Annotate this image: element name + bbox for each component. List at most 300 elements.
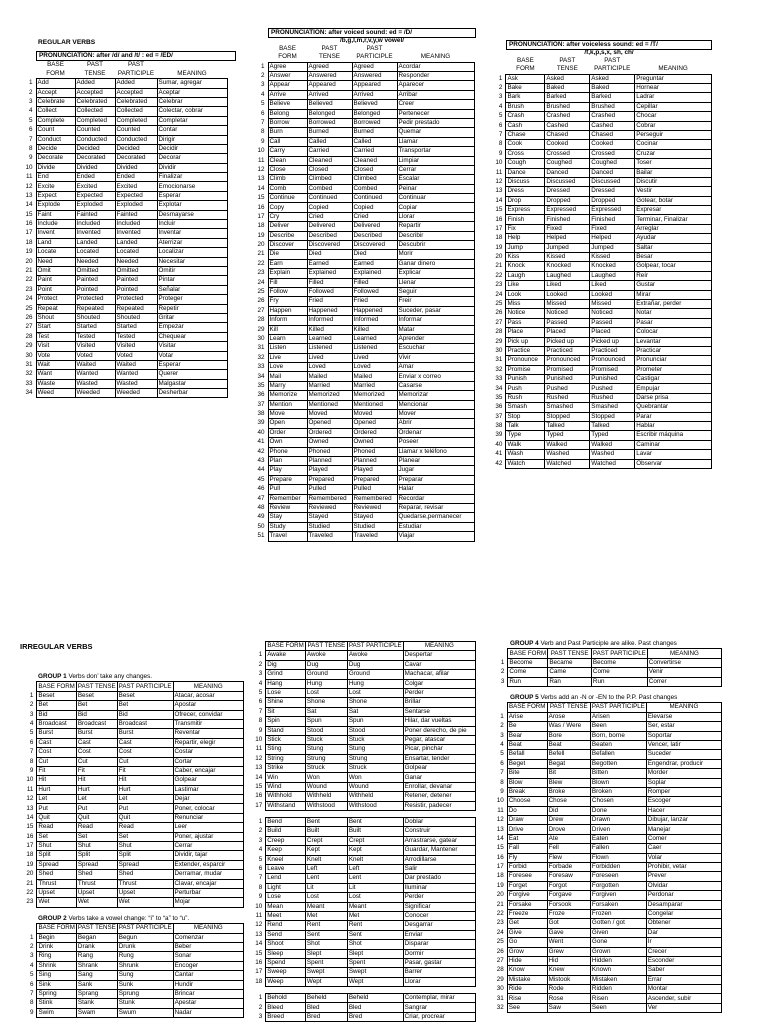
past-tense-cell: Remembered bbox=[307, 494, 352, 503]
meaning-cell: Dar bbox=[646, 928, 721, 937]
column-header: PAST PARTICIPLE bbox=[118, 682, 172, 690]
base-form-cell: Spend bbox=[266, 958, 306, 967]
base-form-cell: Walk bbox=[506, 440, 545, 449]
table-row bbox=[252, 372, 474, 381]
base-form-cell: Type bbox=[506, 431, 545, 440]
row-number: 2 bbox=[258, 1003, 263, 1011]
row-number: 6 bbox=[258, 865, 263, 873]
meaning-cell: Necesitar bbox=[157, 257, 227, 266]
past-tense-cell: Called bbox=[307, 137, 352, 146]
past-participle-cell: Broadcast bbox=[117, 719, 173, 728]
past-tense-cell: Liked bbox=[545, 281, 590, 290]
row-number: 28 bbox=[257, 316, 265, 324]
past-participle-cell: Decided bbox=[115, 144, 157, 153]
meaning-cell: Chequear bbox=[157, 332, 227, 341]
table-row bbox=[22, 295, 227, 304]
table-row bbox=[486, 769, 722, 778]
table-row bbox=[490, 412, 712, 421]
row-number: 18 bbox=[25, 238, 33, 246]
table-row bbox=[252, 137, 474, 146]
row-number: 15 bbox=[26, 823, 34, 831]
row-number: 15 bbox=[495, 206, 503, 214]
header-row-top bbox=[22, 61, 227, 69]
table-row bbox=[252, 325, 474, 334]
base-form-cell: Believe bbox=[268, 100, 307, 109]
section-title: PRONUNCIATION: after voiced sound: ed = /D/ bbox=[268, 28, 476, 38]
table-row bbox=[486, 872, 722, 881]
past-tense-cell: Laughed bbox=[545, 271, 590, 280]
past-tense-cell: Ordered bbox=[307, 428, 352, 437]
past-participle-cell: Shot bbox=[347, 940, 403, 949]
table-row bbox=[22, 182, 227, 191]
meaning-cell: Colgar bbox=[403, 679, 475, 688]
base-form-cell: Cast bbox=[37, 738, 76, 747]
row-number: 5 bbox=[498, 112, 503, 120]
past-tense-cell: Needed bbox=[75, 257, 115, 266]
past-participle-cell: Dug bbox=[347, 660, 403, 669]
row-number: 51 bbox=[257, 532, 265, 540]
row-number: 2 bbox=[500, 722, 504, 730]
meaning-cell: Pegar, atascar bbox=[403, 735, 475, 744]
row-number: 3 bbox=[29, 710, 34, 718]
number-cell-header bbox=[490, 65, 506, 74]
base-form-cell: Finish bbox=[506, 215, 545, 224]
past-tense-cell: Smashed bbox=[545, 403, 590, 412]
row-number: 2 bbox=[258, 827, 263, 835]
base-form-cell: Cut bbox=[37, 757, 76, 766]
row-number: 17 bbox=[495, 224, 503, 232]
meaning-cell: Nadar bbox=[173, 1008, 243, 1017]
past-participle-cell: Included bbox=[115, 220, 157, 229]
base-form-cell: Sing bbox=[37, 971, 76, 980]
past-participle-cell: Earned bbox=[352, 259, 397, 268]
table-row bbox=[22, 201, 227, 210]
row-number: 41 bbox=[257, 438, 265, 446]
table-row bbox=[252, 363, 474, 372]
base-form-cell: Get bbox=[507, 919, 547, 928]
past-tense-cell: Filled bbox=[307, 278, 352, 287]
row-number: 49 bbox=[257, 513, 265, 521]
table-row bbox=[252, 147, 474, 156]
past-participle-cell: Planned bbox=[352, 457, 397, 466]
row-number: 19 bbox=[26, 860, 34, 868]
column-header: BASE FORM bbox=[38, 924, 75, 932]
meaning-cell: Prometer bbox=[635, 365, 712, 374]
past-tense-cell: Arrived bbox=[307, 90, 352, 99]
row-number: 18 bbox=[257, 222, 265, 230]
regular-section-t bbox=[490, 40, 712, 469]
base-form-cell: Close bbox=[268, 165, 307, 174]
past-participle-cell: Fried bbox=[352, 297, 397, 306]
table-row bbox=[22, 980, 244, 989]
base-form-cell: Beget bbox=[507, 759, 547, 768]
regular-section-ed bbox=[22, 51, 236, 398]
past-participle-cell: Kept bbox=[347, 846, 403, 855]
base-form-cell: Bid bbox=[37, 710, 76, 719]
meaning-cell: Describir bbox=[397, 231, 474, 240]
meaning-cell: Caber, encajar bbox=[173, 766, 244, 775]
base-form-cell: Set bbox=[37, 832, 76, 841]
row-number: 11 bbox=[257, 156, 265, 164]
past-participle-cell: Loved bbox=[352, 363, 397, 372]
base-form-cell: Dig bbox=[266, 660, 306, 669]
meaning-cell: Quebrantar bbox=[635, 403, 712, 412]
base-form-cell: Ring bbox=[37, 952, 76, 961]
row-number: 16 bbox=[255, 958, 263, 966]
base-form-cell: Wash bbox=[506, 450, 545, 459]
table-row bbox=[490, 403, 712, 412]
meaning-cell: Colectar, cobrar bbox=[157, 107, 227, 116]
row-number: 6 bbox=[498, 121, 503, 129]
meaning-cell: Cerrar bbox=[397, 165, 474, 174]
past-participle-cell: Swum bbox=[117, 1008, 173, 1017]
table-row bbox=[22, 971, 244, 980]
past-tense-cell: Delivered bbox=[307, 222, 352, 231]
past-participle-cell: Dressed bbox=[590, 187, 635, 196]
table-row bbox=[486, 677, 722, 686]
past-participle-cell: Believed bbox=[352, 100, 397, 109]
past-tense-cell: Became bbox=[548, 658, 592, 667]
past-tense-cell: Shot bbox=[305, 940, 347, 949]
base-form-cell: Learn bbox=[268, 334, 307, 343]
row-number: 42 bbox=[495, 459, 503, 467]
past-tense-cell: Pushed bbox=[545, 384, 590, 393]
row-number: 22 bbox=[26, 889, 34, 897]
past-tense-cell: Drew bbox=[547, 816, 590, 825]
row-number: 14 bbox=[495, 196, 503, 204]
past-tense-cell: Stopped bbox=[545, 412, 590, 421]
meaning-cell: Castigar bbox=[635, 375, 712, 384]
base-form-cell: Be bbox=[507, 722, 547, 731]
row-number: 4 bbox=[260, 90, 265, 98]
table-row bbox=[252, 818, 476, 827]
past-participle-cell: Finished bbox=[590, 215, 635, 224]
past-participle-cell: Ridden bbox=[590, 985, 646, 994]
past-participle-cell: Informed bbox=[352, 316, 397, 325]
row-number: 7 bbox=[500, 769, 504, 777]
base-form-cell: Fit bbox=[37, 766, 76, 775]
meaning-cell: Saltar bbox=[635, 243, 712, 252]
past-tense-cell: Informed bbox=[307, 316, 352, 325]
past-participle-cell: Listened bbox=[352, 344, 397, 353]
past-tense-cell: Cooked bbox=[545, 140, 590, 149]
past-tense-cell: Bore bbox=[547, 731, 590, 740]
base-form-cell: Arrive bbox=[268, 90, 307, 99]
table-row bbox=[490, 271, 712, 280]
base-form-cell: Breed bbox=[266, 1012, 306, 1021]
base-form-cell: Drive bbox=[507, 825, 547, 834]
table-row bbox=[252, 62, 474, 71]
past-participle-cell: Combed bbox=[352, 184, 397, 193]
meaning-cell: Decorar bbox=[157, 154, 227, 163]
past-participle-cell: Begotten bbox=[590, 759, 646, 768]
column-header: PAST bbox=[366, 44, 383, 52]
table-row bbox=[490, 149, 712, 158]
table-spacer bbox=[252, 811, 476, 818]
table-row bbox=[22, 257, 227, 266]
past-participle-cell: Bred bbox=[347, 1012, 403, 1021]
past-tense-cell: Ran bbox=[548, 677, 592, 686]
column-header: PAST PARTICIPLE bbox=[348, 642, 402, 650]
meaning-cell: Encoger bbox=[173, 961, 243, 970]
meaning-cell: Halar bbox=[397, 485, 474, 494]
table-row bbox=[252, 212, 474, 221]
table-row bbox=[252, 940, 476, 949]
past-tense-cell: Blew bbox=[547, 778, 590, 787]
meaning-cell: Cortar bbox=[173, 757, 244, 766]
column-header: FORM bbox=[46, 69, 65, 77]
row-number: 26 bbox=[25, 314, 33, 321]
past-tense-cell: Put bbox=[76, 804, 117, 813]
base-form-cell: Earn bbox=[268, 259, 307, 268]
section-subtitle: /b,g,l,m,r,v,y,w vowel/ bbox=[339, 37, 405, 45]
base-form-cell: Forgive bbox=[507, 891, 547, 900]
table-row bbox=[22, 785, 244, 794]
past-tense-cell: Landed bbox=[75, 238, 115, 247]
meaning-cell: Crecer bbox=[646, 947, 721, 956]
table-row bbox=[486, 928, 722, 937]
meaning-cell: Practicar bbox=[635, 346, 712, 355]
meaning-cell: Repartir bbox=[397, 222, 474, 231]
meaning-cell: Aparecer bbox=[397, 81, 474, 90]
past-tense-cell: Moved bbox=[307, 410, 352, 419]
past-tense-cell: Carried bbox=[307, 147, 352, 156]
row-number: 9 bbox=[258, 893, 263, 901]
base-form-cell: Invent bbox=[36, 229, 75, 238]
meaning-cell: Notar bbox=[635, 309, 712, 318]
meaning-cell: Llorar bbox=[403, 977, 475, 986]
past-participle-cell: Withstood bbox=[347, 801, 403, 810]
table-row bbox=[490, 177, 712, 186]
base-form-cell: Forget bbox=[507, 881, 547, 890]
row-number: 19 bbox=[257, 231, 265, 239]
header-row bbox=[486, 703, 722, 712]
past-tense-cell: Discussed bbox=[545, 177, 590, 186]
past-tense-cell: Visited bbox=[75, 342, 115, 351]
meaning-cell: Costar bbox=[173, 748, 244, 757]
table-row bbox=[490, 93, 712, 102]
past-participle-cell: Spent bbox=[347, 958, 403, 967]
past-tense-cell: Left bbox=[305, 864, 347, 873]
base-form-cell: Bear bbox=[507, 731, 547, 740]
past-tense-cell: Cast bbox=[76, 738, 117, 747]
meaning-cell: Machacar, afilar bbox=[403, 670, 475, 679]
row-number: 28 bbox=[25, 332, 33, 340]
table-row bbox=[486, 797, 722, 806]
past-tense-cell: Went bbox=[547, 938, 590, 947]
past-tense-cell: Exploded bbox=[75, 201, 115, 210]
row-number: 1 bbox=[29, 691, 34, 699]
past-participle-cell: Helped bbox=[590, 234, 635, 243]
past-tense-cell: Withstood bbox=[305, 801, 347, 810]
meaning-cell: Hundir bbox=[173, 980, 243, 989]
past-tense-cell: Pronounced bbox=[545, 356, 590, 365]
past-participle-cell: Picked up bbox=[590, 337, 635, 346]
table-row bbox=[252, 698, 476, 707]
past-tense-cell: Accepted bbox=[75, 88, 115, 97]
column-header: TENSE bbox=[84, 69, 106, 77]
past-participle-cell: Born, borne bbox=[590, 731, 646, 740]
row-number: 48 bbox=[257, 504, 265, 511]
past-participle-cell: Grown bbox=[590, 947, 646, 956]
past-participle-cell: Agreed bbox=[352, 62, 397, 71]
past-tense-cell: Arose bbox=[547, 712, 590, 721]
meaning-cell: Ir bbox=[646, 938, 721, 947]
past-tense-cell: Met bbox=[305, 911, 347, 920]
past-participle-cell: Sung bbox=[117, 971, 173, 980]
meaning-cell: Aterrizar bbox=[157, 238, 227, 247]
past-tense-cell: Married bbox=[307, 381, 352, 390]
past-tense-cell: Spent bbox=[305, 958, 347, 967]
past-participle-cell: Completed bbox=[115, 116, 157, 125]
past-tense-cell: Bit bbox=[547, 769, 590, 778]
column-header: BASE FORM bbox=[508, 703, 546, 711]
past-participle-cell: Excited bbox=[115, 182, 157, 191]
table-row bbox=[486, 658, 722, 667]
table-row bbox=[486, 740, 722, 749]
row-number: 10 bbox=[26, 776, 34, 784]
table-row bbox=[252, 156, 474, 165]
past-participle-cell: Called bbox=[352, 137, 397, 146]
past-tense-cell: Awoke bbox=[305, 651, 347, 660]
row-number: 10 bbox=[257, 147, 265, 155]
column-header bbox=[157, 61, 227, 69]
row-number: 16 bbox=[495, 215, 503, 223]
past-tense-cell: Closed bbox=[307, 165, 352, 174]
row-number: 2 bbox=[28, 88, 33, 96]
past-tense-cell: Quit bbox=[76, 813, 117, 822]
meaning-cell: Colocar bbox=[635, 328, 712, 337]
base-form-cell: Expect bbox=[36, 191, 75, 200]
meaning-cell: Mencionar bbox=[397, 400, 474, 409]
row-number: 40 bbox=[257, 428, 265, 436]
table-row bbox=[22, 379, 227, 388]
table-row bbox=[252, 745, 476, 754]
table-row bbox=[22, 989, 244, 998]
past-tense-cell: Memorized bbox=[307, 391, 352, 400]
past-participle-cell: Shrunk bbox=[117, 961, 173, 970]
past-tense-cell: Noticed bbox=[545, 309, 590, 318]
past-tense-cell: Began bbox=[76, 933, 117, 942]
base-form-cell: Complete bbox=[36, 116, 75, 125]
table-row bbox=[252, 1012, 476, 1021]
past-participle-cell: Arrived bbox=[352, 90, 397, 99]
past-tense-cell: Got bbox=[547, 919, 590, 928]
row-number: 12 bbox=[255, 754, 263, 762]
row-number: 11 bbox=[25, 173, 33, 181]
row-number: 14 bbox=[255, 940, 263, 948]
table-row bbox=[490, 168, 712, 177]
past-tense-cell: Chose bbox=[547, 797, 590, 806]
table-row bbox=[490, 299, 712, 308]
base-form-cell: Spread bbox=[37, 860, 76, 869]
meaning-cell: Repartir, elegir bbox=[173, 738, 244, 747]
base-form-cell: Count bbox=[36, 126, 75, 135]
base-form-cell: Excite bbox=[36, 182, 75, 191]
header-row-bottom bbox=[252, 53, 474, 62]
row-number: 39 bbox=[257, 419, 265, 427]
past-participle-cell: Read bbox=[117, 823, 173, 832]
table-row bbox=[490, 262, 712, 271]
meaning-cell: Explicar bbox=[397, 269, 474, 278]
table-row bbox=[22, 191, 227, 200]
past-tense-cell: Played bbox=[307, 466, 352, 475]
meaning-cell: Bailar bbox=[635, 168, 712, 177]
table-row bbox=[252, 911, 476, 920]
base-form-cell: Omit bbox=[36, 267, 75, 276]
base-form-cell: Come bbox=[508, 668, 548, 677]
table-row bbox=[22, 776, 244, 785]
meaning-cell: Gustar bbox=[635, 281, 712, 290]
base-form-cell: Borrow bbox=[268, 118, 307, 127]
base-form-cell: Burst bbox=[37, 729, 76, 738]
base-form-cell: Upset bbox=[37, 889, 76, 898]
meaning-cell: Contemplar, mirar bbox=[403, 994, 475, 1003]
past-participle-cell: Pushed bbox=[590, 384, 635, 393]
row-number: 38 bbox=[257, 410, 265, 418]
row-number: 46 bbox=[257, 485, 265, 493]
row-number: 6 bbox=[258, 698, 263, 706]
base-form-cell: Order bbox=[268, 428, 307, 437]
meaning-cell: Sumar, agregar bbox=[157, 79, 227, 88]
base-form-cell: Paint bbox=[36, 276, 75, 285]
column-header: BASE FORM bbox=[38, 682, 75, 690]
past-tense-cell: Struck bbox=[305, 764, 347, 773]
table-row bbox=[22, 370, 227, 379]
past-tense-cell: Rushed bbox=[545, 393, 590, 402]
past-participle-cell: Accepted bbox=[115, 88, 157, 97]
meaning-cell: Leer bbox=[173, 823, 244, 832]
past-participle-cell: Crept bbox=[347, 836, 403, 845]
base-form-cell: Marry bbox=[268, 381, 307, 390]
row-number: 12 bbox=[26, 795, 34, 803]
row-number: 4 bbox=[500, 740, 504, 748]
row-number: 27 bbox=[496, 956, 504, 964]
base-form-cell: Locate bbox=[36, 248, 75, 257]
base-form-cell: Explode bbox=[36, 201, 75, 210]
row-number: 3 bbox=[29, 952, 34, 960]
base-form-cell: Read bbox=[37, 823, 76, 832]
past-participle-cell: Pulled bbox=[352, 485, 397, 494]
base-form-cell: Notice bbox=[506, 309, 545, 318]
table-row bbox=[22, 823, 244, 832]
past-participle-cell: Burst bbox=[117, 729, 173, 738]
past-tense-cell: Shed bbox=[76, 870, 117, 879]
past-participle-cell: Counted bbox=[115, 126, 157, 135]
table-row bbox=[252, 893, 476, 902]
past-participle-cell: Brushed bbox=[590, 102, 635, 111]
row-number: 30 bbox=[25, 351, 33, 359]
base-form-cell: String bbox=[266, 754, 306, 763]
base-form-cell: Cash bbox=[506, 121, 545, 130]
table-row bbox=[490, 309, 712, 318]
meaning-cell: Pedir prestado bbox=[397, 118, 474, 127]
regular-table-ed bbox=[22, 61, 228, 398]
past-participle-cell: Happened bbox=[352, 306, 397, 315]
number-cell-header bbox=[486, 649, 508, 658]
row-number: 31 bbox=[495, 356, 503, 364]
column-header: MEANING bbox=[173, 924, 243, 933]
irregular-group3-table bbox=[252, 641, 476, 1022]
base-form-cell: Start bbox=[36, 323, 75, 332]
table-row bbox=[22, 999, 244, 1008]
past-participle-cell: Gotten / got bbox=[590, 919, 646, 928]
row-number: 8 bbox=[260, 128, 265, 136]
meaning-cell: Celebrar bbox=[157, 97, 227, 106]
row-number: 30 bbox=[257, 334, 265, 342]
row-number: 8 bbox=[29, 999, 34, 1007]
row-number: 23 bbox=[25, 285, 33, 293]
